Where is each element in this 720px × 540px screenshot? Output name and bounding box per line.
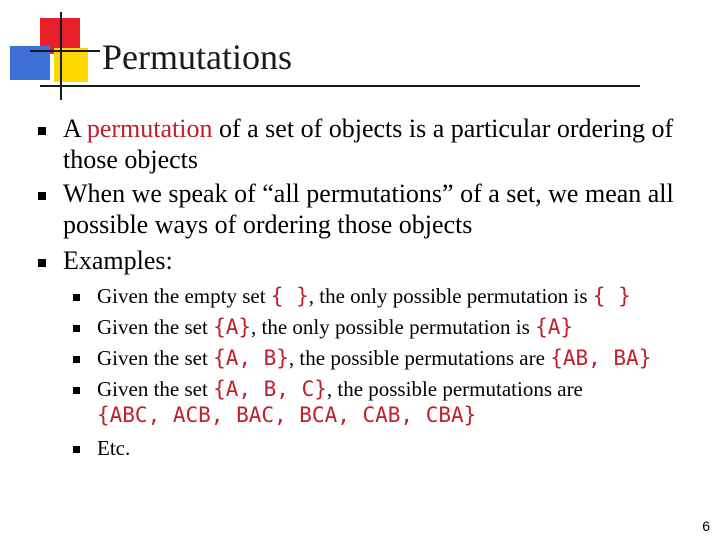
- sub-bullet-marker: [73, 446, 80, 453]
- bullet-marker: [38, 192, 46, 200]
- term-permutation: permutation: [86, 114, 213, 143]
- bullet-all-permutations: When we speak of “all permutations” of a set, we mean all possible ways of ordering those objects: [63, 179, 674, 239]
- example-empty-set: Given the empty set { }, the only possible permutation is { }: [97, 284, 631, 308]
- example-set-abc: Given the set {A, B, C}, the possible permutations are {ABC, ACB, BAC, BCA, CAB, CBA}: [97, 377, 583, 427]
- sub-bullet-marker: [73, 325, 80, 332]
- bullet-definition: A permutation of a set of objects is a particular ordering of those objects: [63, 114, 674, 174]
- slide-title: Permutations: [102, 37, 292, 77]
- bullet-marker: [38, 127, 46, 135]
- bullet-marker: [38, 259, 46, 267]
- sub-bullet-marker: [73, 294, 80, 301]
- example-set-a: Given the set {A}, the only possible permutation is {A}: [97, 315, 573, 339]
- example-set-ab: Given the set {A, B}, the possible permutations are {AB, BA}: [97, 346, 652, 370]
- sub-bullet-marker: [73, 387, 80, 394]
- bullet-examples: Examples:: [63, 246, 173, 275]
- sub-bullet-marker: [73, 356, 80, 363]
- example-etc: Etc.: [97, 436, 131, 460]
- page-number: 6: [702, 518, 710, 534]
- title-underline: [40, 85, 640, 87]
